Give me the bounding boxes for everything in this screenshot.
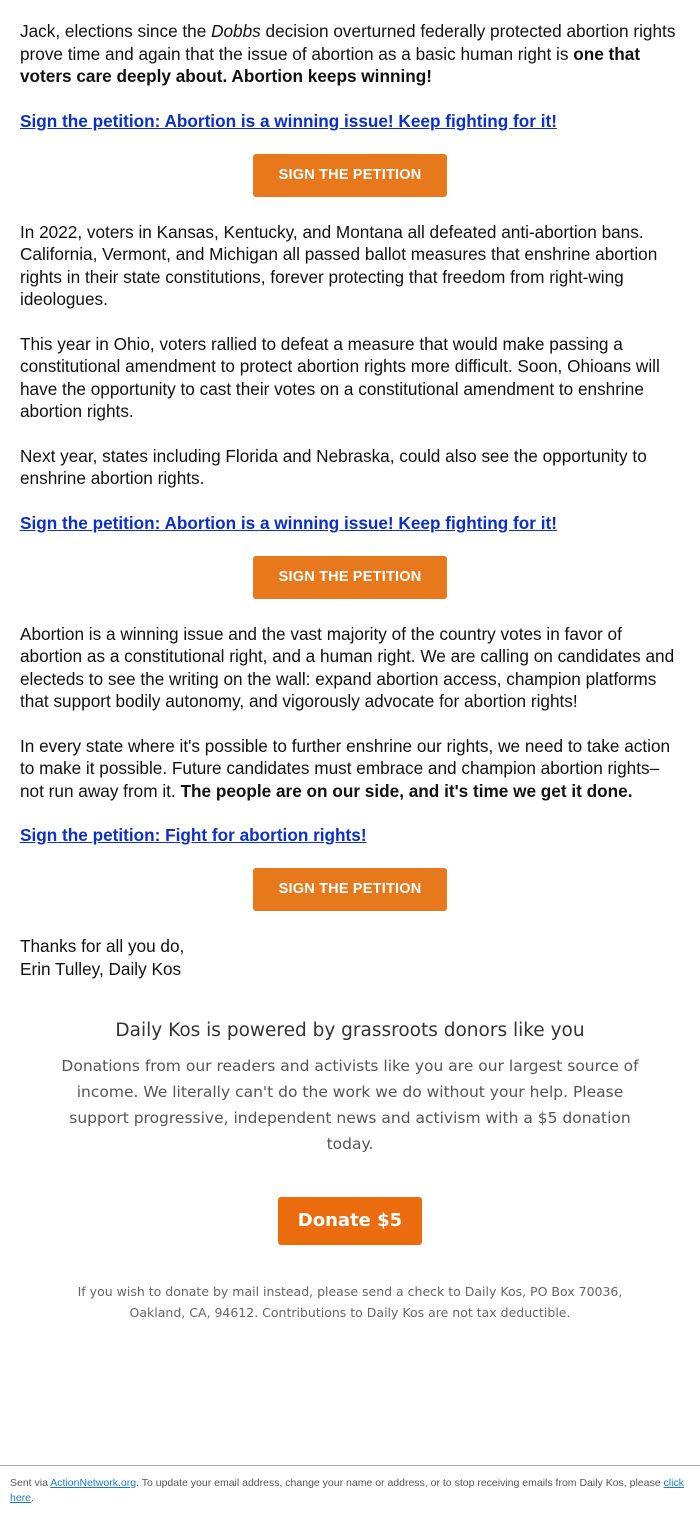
petition-button-wrap-3 bbox=[20, 868, 680, 911]
petition-button-wrap-2 bbox=[20, 556, 680, 599]
signoff-signature: Erin Tulley, Daily Kos bbox=[20, 958, 182, 979]
intro-italic: Dobbs bbox=[211, 21, 261, 41]
petition-link-1[interactable]: Sign the petition: Abortion is a winning issue! Keep fighting for it! bbox=[20, 110, 557, 131]
every-state-bold: The people are on our side, and it's time we get it done. bbox=[180, 780, 633, 801]
paragraph-every-state bbox=[20, 735, 680, 803]
every-state-text: In every state where it's possible to further enshrine our rights, we need to take action to make it possible. Future candidates must embrace and champion abortion rights–not run away from it. bbox=[20, 735, 671, 801]
donor-title: Daily Kos is powered by grassroots donors like you bbox=[115, 1020, 585, 1041]
actionnetwork-link[interactable]: ActionNetwork.org bbox=[50, 1477, 137, 1489]
unsubscribe-link[interactable]: click here bbox=[10, 1477, 684, 1504]
petition-link-3[interactable]: Sign the petition: Fight for abortion rights! bbox=[20, 825, 367, 845]
sign-petition-button-3[interactable]: SIGN THE PETITION bbox=[253, 868, 447, 911]
footer bbox=[0, 1465, 700, 1506]
paragraph-ohio: This year in Ohio, voters rallied to defeat a measure that would make passing a constitutional amendment to protect abortion rights more difficult. Soon, Ohioans will have the opportunity to cast their votes on a constitutional amendment to enshrine abortion rights. bbox=[20, 333, 660, 421]
signoff-thanks: Thanks for all you do, bbox=[20, 936, 185, 956]
donate-button[interactable]: Donate $5 bbox=[278, 1197, 422, 1245]
sign-petition-button-1[interactable]: SIGN THE PETITION bbox=[253, 154, 447, 197]
footer-suffix: . bbox=[31, 1492, 34, 1504]
paragraph-2022: In 2022, voters in Kansas, Kentucky, and Montana all defeated anti-abortion bans. California, Vermont, and Michigan all passed ballot measures that enshrine abortion rights in their state constitutions, forever protecting that freedom from right-wing ideologues. bbox=[20, 221, 658, 309]
intro-paragraph bbox=[20, 20, 680, 88]
sign-petition-button-2[interactable]: SIGN THE PETITION bbox=[253, 556, 447, 599]
intro-bold: one that voters care deeply about. Abortion keeps winning! bbox=[20, 43, 641, 86]
signoff bbox=[20, 935, 680, 980]
paragraph-winning-issue: Abortion is a winning issue and the vast majority of the country votes in favor of abortion as a constitutional right, and a human right. We are calling on candidates and electeds to see the writing on the wall: expand abortion access, champion platforms that support bodily autonomy, and vigorously advocate for abortion rights! bbox=[20, 623, 675, 711]
mail-donation-note: If you wish to donate by mail instead, please send a check to Daily Kos, PO Box 70036, Oakland, CA, 94612. Contributions to Daily Kos are not tax deductible. bbox=[77, 1284, 623, 1320]
petition-link-2[interactable]: Sign the petition: Abortion is a winning issue! Keep fighting for it! bbox=[20, 512, 557, 533]
intro-text-continued: decision overturned federally protected abortion rights prove time and again that the issue of abortion as a basic human right is bbox=[20, 21, 676, 64]
intro-text: Jack, elections since the bbox=[20, 21, 212, 41]
paragraph-next-year: Next year, states including Florida and Nebraska, could also see the opportunity to enshrine abortion rights. bbox=[20, 445, 647, 488]
footer-prefix: Sent via bbox=[10, 1477, 51, 1489]
footer-text: . To update your email address, change your name or address, or to stop receiving emails from Daily Kos, please bbox=[136, 1477, 664, 1489]
petition-button-wrap-1 bbox=[20, 154, 680, 197]
donor-text: Donations from our readers and activists like you are our largest source of income. We literally can't do the work we do without your help. Please support progressive, independent news and activism with a $5 donation today. bbox=[61, 1057, 639, 1153]
donor-section bbox=[20, 980, 680, 1323]
